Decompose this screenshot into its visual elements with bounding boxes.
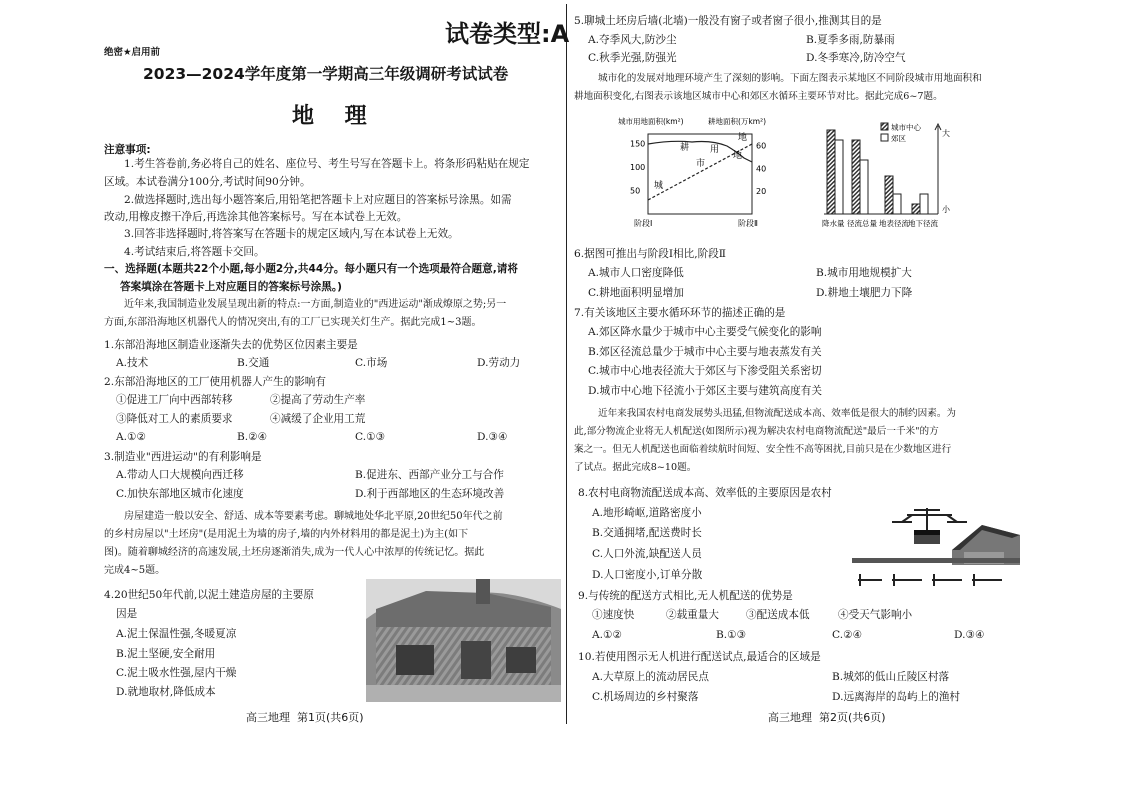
notice-line: 区域。本试卷满分100分,考试时间90分钟。 <box>104 176 311 188</box>
notice-line: 改动,用橡皮擦干净后,再选涂其他答案标号。写在本试卷上无效。 <box>104 211 408 223</box>
chart1-right-tick: 20 <box>756 187 767 197</box>
intro-paragraph: 耕地面积变化,右图表示该地区城市中心和郊区水循环主要环节对比。据此完成6~7题。 <box>574 91 943 102</box>
q4-option-a[interactable]: A.泥土保温性强,冬暖夏凉 <box>116 628 237 640</box>
q2-option-a[interactable]: A.①② <box>116 431 147 443</box>
question-3-stem: 3.制造业"西进运动"的有利影响是 <box>104 451 262 463</box>
bar-underground-suburb <box>920 194 928 214</box>
q3-option-d[interactable]: D.利于西部地区的生态环境改善 <box>355 488 505 500</box>
chart1-right-axis-label: 耕地面积(万km²) <box>708 117 767 126</box>
page-footer: 高三地理 第2页(共6页) <box>768 711 886 724</box>
secret-label: 绝密★启用前 <box>104 47 161 58</box>
q10-option-d[interactable]: D.远离海岸的岛屿上的渔村 <box>832 691 961 703</box>
axis-top-label: 大 <box>942 129 950 138</box>
q2-statement: ①促进工厂向中西部转移 <box>116 394 233 406</box>
q5-option-a[interactable]: A.夺季风大,防沙尘 <box>588 34 677 46</box>
chart1-left-tick: 100 <box>630 162 646 172</box>
q2-statement: ④减缓了企业用工荒 <box>270 413 366 425</box>
section-heading-cont: 答案填涂在答题卡上对应题目的答案标号涂黑。) <box>120 281 343 293</box>
q7-option-c[interactable]: C.城市中心地表径流大于郊区与下渗受阻关系密切 <box>588 365 822 377</box>
q9-option-b[interactable]: B.①③ <box>716 629 747 641</box>
q10-option-b[interactable]: B.城郊的低山丘陵区村落 <box>832 671 950 683</box>
exam-title: 2023—2024学年度第一学期高三年级调研考试试卷 <box>143 65 509 83</box>
q10-option-c[interactable]: C.机场周边的乡村聚落 <box>592 691 699 703</box>
notice-line: 3.回答非选择题时,将答案写在答题卡的规定区域内,写在本试卷上无效。 <box>124 228 459 240</box>
q5-option-b[interactable]: B.夏季多雨,防暴雨 <box>806 34 895 46</box>
intro-paragraph: 案之一。但无人机配送也面临着续航时间短、安全性不高等困扰,目前只是在少数地区进行 <box>574 444 952 455</box>
axis-bottom-label: 小 <box>942 205 950 214</box>
q9-statement: ④受天气影响小 <box>838 609 913 621</box>
q6-option-b[interactable]: B.城市用地规模扩大 <box>816 267 912 279</box>
q5-option-c[interactable]: C.秋季光强,防强光 <box>588 52 677 64</box>
question-2-stem: 2.东部沿海地区的工厂使用机器人产生的影响有 <box>104 376 326 388</box>
legend-city: 城市中心 <box>891 123 921 132</box>
bar-underground-city <box>912 204 920 214</box>
q9-option-a[interactable]: A.①② <box>592 629 623 641</box>
q1-option-c[interactable]: C.市场 <box>355 357 388 369</box>
category-underground-runoff: 地下径流 <box>908 219 938 228</box>
water-cycle-bar-chart <box>816 118 961 243</box>
notice-heading: 注意事项: <box>104 144 151 156</box>
x-category-stage-1: 阶段Ⅰ <box>634 219 653 228</box>
question-4-stem: 4.20世纪50年代前,以泥土建造房屋的主要原 <box>104 589 314 601</box>
farmland-label-1: 耕 <box>680 143 690 153</box>
bar-surface-city <box>885 176 893 214</box>
question-7-stem: 7.有关该地区主要水循环环节的描述正确的是 <box>574 307 786 319</box>
notice-line: 2.做选择题时,选出每小题答案后,用铅笔把答题卡上对应题目的答案标号涂黑。如需 <box>124 194 512 206</box>
q3-option-b[interactable]: B.促进东、西部产业分工与合作 <box>355 469 504 481</box>
q3-option-a[interactable]: A.带动人口大规模向西迁移 <box>116 469 244 481</box>
mud-house-photo <box>366 579 561 702</box>
exam-type: 试卷类型:A <box>445 20 570 48</box>
notice-line: 1.考生答卷前,务必将自己的姓名、座位号、考生号写在答题卡上。将条形码粘贴在规定 <box>124 158 530 170</box>
q8-option-d[interactable]: D.人口密度小,订单分散 <box>592 569 703 581</box>
section-heading: 一、选择题(本题共22个小题,每小题2分,共44分。每小题只有一个选项最符合题意,请将 <box>104 263 518 275</box>
legend-suburb-swatch <box>881 134 888 141</box>
q8-option-c[interactable]: C.人口外流,缺配送人员 <box>592 548 702 560</box>
subject-title: 地 理 <box>292 104 367 129</box>
intro-paragraph: 了试点。据此完成8~10题。 <box>574 462 697 473</box>
chart1-right-tick: 60 <box>756 141 767 151</box>
farmland-label-2: 地 <box>738 133 748 143</box>
q8-option-b[interactable]: B.交通拥堵,配送费时长 <box>592 527 702 539</box>
bar-precip-city <box>827 130 835 214</box>
question-5-stem: 5.聊城土坯房后墙(北墙)一般没有窗子或者窗子很小,推测其目的是 <box>574 15 882 27</box>
question-6-stem: 6.据图可推出与阶段Ⅰ相比,阶段Ⅱ <box>574 248 726 260</box>
q9-option-c[interactable]: C.②④ <box>832 629 863 641</box>
q6-option-d[interactable]: D.耕地土壤肥力下降 <box>816 287 913 299</box>
notice-line: 4.考试结束后,将答题卡交回。 <box>124 246 265 258</box>
intro-paragraph: 房屋建造一般以安全、舒适、成本等要素考虑。聊城地处华北平原,20世纪50年代之前 <box>124 511 503 522</box>
x-category-stage-2: 阶段Ⅱ <box>738 219 758 228</box>
category-precip: 降水量 <box>822 219 845 228</box>
q2-statement: ③降低对工人的素质要求 <box>116 413 233 425</box>
q3-option-c[interactable]: C.加快东部地区城市化速度 <box>116 488 244 500</box>
legend-suburb: 郊区 <box>891 134 906 143</box>
q1-option-d[interactable]: D.劳动力 <box>477 357 521 369</box>
q1-option-a[interactable]: A.技术 <box>116 357 149 369</box>
q2-option-d[interactable]: D.③④ <box>477 431 508 443</box>
bar-runoff-city <box>852 140 860 214</box>
q4-option-b[interactable]: B.泥土坚硬,安全耐用 <box>116 648 216 660</box>
q7-option-b[interactable]: B.郊区径流总量少于城市中心主要与地表蒸发有关 <box>588 346 822 358</box>
category-surface-runoff: 地表径流 <box>879 219 909 228</box>
q6-option-a[interactable]: A.城市人口密度降低 <box>588 267 684 279</box>
category-total-runoff: 径流总量 <box>847 219 877 228</box>
question-4-stem-cont: 因是 <box>116 608 138 620</box>
question-8-stem: 8.农村电商物流配送成本高、效率低的主要原因是农村 <box>578 487 832 499</box>
urban-label-4: 地 <box>733 151 743 161</box>
q5-option-d[interactable]: D.冬季寒冷,防冷空气 <box>806 52 906 64</box>
page-divider <box>566 4 567 724</box>
intro-paragraph: 的乡村房屋以"土坯房"(是用泥土为墙的房子,墙的内外材料用的都是泥土)为主(如下 <box>104 529 469 540</box>
q9-statement: ①速度快 <box>592 609 635 621</box>
q2-option-c[interactable]: C.①③ <box>355 431 386 443</box>
question-1-stem: 1.东部沿海地区制造业逐渐失去的优势区位因素主要是 <box>104 339 358 351</box>
chart1-left-tick: 50 <box>630 186 641 196</box>
intro-paragraph: 方面,东部沿海地区机器代人的情况突出,有的工厂已实现关灯生产。据此完成1~3题。 <box>104 317 482 328</box>
q2-statement: ②提高了劳动生产率 <box>270 394 366 406</box>
urban-label-2: 市 <box>696 159 706 169</box>
q8-option-a[interactable]: A.地形崎岖,道路密度小 <box>592 507 702 519</box>
chart1-right-tick: 40 <box>756 164 767 174</box>
bar-runoff-suburb <box>860 160 868 214</box>
question-9-stem: 9.与传统的配送方式相比,无人机配送的优势是 <box>578 590 793 602</box>
q7-option-a[interactable]: A.郊区降水量少于城市中心主要受气候变化的影响 <box>588 326 822 338</box>
urban-label-3: 用 <box>710 145 720 155</box>
bar-surface-suburb <box>893 194 901 214</box>
q2-option-b[interactable]: B.②④ <box>237 431 268 443</box>
intro-paragraph: 城市化的发展对地理环境产生了深刻的影响。下面左图表示某地区不同阶段城市用地面积和 <box>598 73 982 84</box>
q4-option-d[interactable]: D.就地取材,降低成本 <box>116 686 216 698</box>
legend-city-swatch <box>881 123 888 130</box>
intro-paragraph: 此,部分物流企业将无人机配送(如图所示)视为解决农村电商物流配送"最后一千米"的方 <box>574 426 939 437</box>
q9-option-d[interactable]: D.③④ <box>954 629 985 641</box>
urban-label-1: 城 <box>654 181 664 191</box>
intro-paragraph: 近年来我国农村电商发展势头迅猛,但物流配送成本高、效率低是很大的制约因素。为 <box>598 408 957 419</box>
q7-option-d[interactable]: D.城市中心地下径流小于郊区主要与建筑高度有关 <box>588 385 822 397</box>
intro-paragraph: 近年来,我国制造业发展呈现出新的特点:一方面,制造业的"西进运动"渐成燎原之势;另一 <box>124 299 507 310</box>
page-footer: 高三地理 第1页(共6页) <box>246 711 364 724</box>
q10-option-a[interactable]: A.大草原上的流动居民点 <box>592 671 709 683</box>
q9-statement: ③配送成本低 <box>746 609 810 621</box>
q1-option-b[interactable]: B.交通 <box>237 357 270 369</box>
intro-paragraph: 图)。随着聊城经济的高速发展,土坯房逐渐消失,成为一代人心中浓厚的传统记忆。据此 <box>104 547 485 558</box>
question-10-stem: 10.若使用图示无人机进行配送试点,最适合的区域是 <box>578 651 821 663</box>
land-use-line-chart <box>612 112 782 234</box>
chart1-left-tick: 150 <box>630 139 646 149</box>
intro-paragraph: 完成4~5题。 <box>104 565 166 576</box>
drone-delivery-illustration <box>852 500 1020 590</box>
bar-precip-suburb <box>835 140 843 214</box>
q6-option-c[interactable]: C.耕地面积明显增加 <box>588 287 684 299</box>
q9-statement: ②载重量大 <box>666 609 719 621</box>
chart1-left-axis-label: 城市用地面积(km²) <box>618 117 684 126</box>
q4-option-c[interactable]: C.泥土吸水性强,屋内干燥 <box>116 667 237 679</box>
